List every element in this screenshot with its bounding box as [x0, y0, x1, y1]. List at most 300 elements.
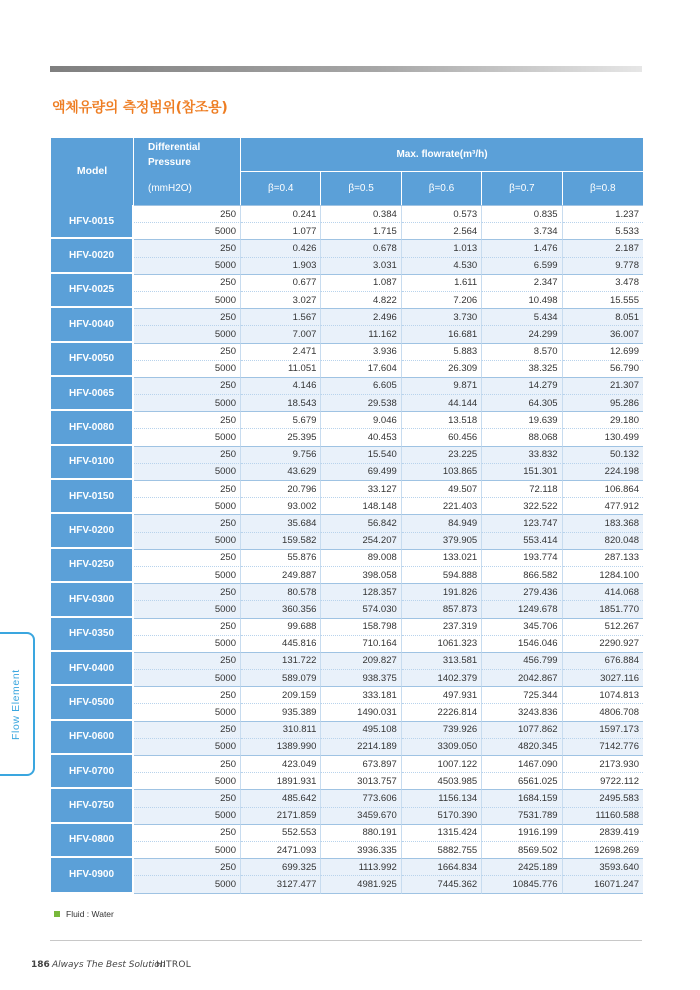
- pressure-cell: 250: [134, 239, 241, 256]
- table-row: [51, 497, 643, 514]
- flowrate-cell: 1.611: [402, 274, 482, 291]
- flowrate-cell: 4.146: [241, 377, 321, 394]
- flowrate-cell: 93.002: [241, 497, 321, 514]
- flowrate-cell: 158.798: [321, 618, 401, 635]
- pressure-cell: 250: [134, 411, 241, 428]
- flowrate-cell: 4806.708: [563, 703, 643, 720]
- flowrate-cell: 398.058: [321, 566, 401, 583]
- flowrate-cell: 1851.770: [563, 600, 643, 617]
- flowrate-cell: 183.368: [563, 514, 643, 531]
- flowrate-cell: 56.790: [563, 360, 643, 377]
- flowrate-cell: 4.822: [321, 291, 401, 308]
- flowrate-cell: 820.048: [563, 532, 643, 549]
- model-cell: HFV-0200: [51, 514, 134, 548]
- flowrate-cell: 56.842: [321, 514, 401, 531]
- table-row: [51, 721, 643, 738]
- pressure-cell: 5000: [134, 566, 241, 583]
- flowrate-cell: 7.007: [241, 325, 321, 342]
- table-row: [51, 772, 643, 789]
- pressure-cell: 250: [134, 514, 241, 531]
- table-row: [51, 343, 643, 360]
- pressure-cell: 250: [134, 789, 241, 806]
- flowrate-cell: 69.499: [321, 463, 401, 480]
- table-row: [51, 428, 643, 445]
- flowrate-cell: 773.606: [321, 789, 401, 806]
- flowrate-cell: 310.811: [241, 721, 321, 738]
- model-cell: HFV-0080: [51, 411, 134, 445]
- flowrate-cell: 3013.757: [321, 772, 401, 789]
- table-row: [51, 618, 643, 635]
- flowrate-cell: 345.706: [482, 618, 562, 635]
- flowrate-cell: 0.426: [241, 239, 321, 256]
- flowrate-cell: 103.865: [402, 463, 482, 480]
- table-row: [51, 325, 643, 342]
- flowrate-cell: 1916.199: [482, 824, 562, 841]
- flowrate-cell: 99.688: [241, 618, 321, 635]
- flowrate-cell: 11.051: [241, 360, 321, 377]
- flowrate-cell: 35.684: [241, 514, 321, 531]
- table-row: [51, 394, 643, 411]
- section-title: 액체유량의 측정범위(참조용): [52, 100, 228, 116]
- flowrate-cell: 1.077: [241, 222, 321, 239]
- flowrate-cell: 497.931: [402, 686, 482, 703]
- flowrate-cell: 5.679: [241, 411, 321, 428]
- model-cell: HFV-0900: [51, 858, 134, 893]
- flowrate-cell: 333.181: [321, 686, 401, 703]
- flowrate-cell: 1.903: [241, 257, 321, 274]
- flowrate-cell: 4.530: [402, 257, 482, 274]
- flowrate-cell: 14.279: [482, 377, 562, 394]
- model-cell: HFV-0300: [51, 583, 134, 617]
- flowrate-cell: 1061.323: [402, 635, 482, 652]
- flowrate-cell: 2839.419: [563, 824, 643, 841]
- pressure-cell: 5000: [134, 669, 241, 686]
- flowrate-cell: 360.356: [241, 600, 321, 617]
- pressure-cell: 5000: [134, 291, 241, 308]
- table-row: [51, 652, 643, 669]
- pressure-cell: 250: [134, 652, 241, 669]
- side-tab-label: Flow Element: [10, 669, 22, 741]
- flowrate-cell: 589.079: [241, 669, 321, 686]
- pressure-cell: 5000: [134, 772, 241, 789]
- flowrate-cell: 495.108: [321, 721, 401, 738]
- table-row: [51, 824, 643, 841]
- model-cell: HFV-0800: [51, 824, 134, 858]
- pressure-cell: 5000: [134, 497, 241, 514]
- flowrate-cell: 72.118: [482, 480, 562, 497]
- beta-header: β=0.7: [482, 172, 562, 205]
- table-row: [51, 480, 643, 497]
- model-cell: HFV-0040: [51, 308, 134, 342]
- flowrate-cell: 20.796: [241, 480, 321, 497]
- model-cell: HFV-0250: [51, 549, 134, 583]
- flowrate-cell: 133.021: [402, 549, 482, 566]
- flowrate-cell: 5882.755: [402, 841, 482, 858]
- flowrate-cell: 1597.173: [563, 721, 643, 738]
- pressure-cell: 250: [134, 549, 241, 566]
- flowrate-cell: 594.888: [402, 566, 482, 583]
- flowrate-cell: 2.471: [241, 343, 321, 360]
- flowrate-cell: 50.132: [563, 446, 643, 463]
- table-row: [51, 686, 643, 703]
- table-row: [51, 566, 643, 583]
- flowrate-cell: 1402.379: [402, 669, 482, 686]
- flowrate-cell: 1546.046: [482, 635, 562, 652]
- flowrate-cell: 866.582: [482, 566, 562, 583]
- flowrate-cell: 88.068: [482, 428, 562, 445]
- fluid-note-text: Fluid : Water: [66, 909, 114, 919]
- model-cell: HFV-0015: [51, 205, 134, 239]
- pressure-cell: 250: [134, 446, 241, 463]
- flowrate-cell: 43.629: [241, 463, 321, 480]
- flowrate-cell: 40.453: [321, 428, 401, 445]
- flowrate-cell: 55.876: [241, 549, 321, 566]
- flowrate-cell: 1074.813: [563, 686, 643, 703]
- flowrate-cell: 237.319: [402, 618, 482, 635]
- model-cell: HFV-0600: [51, 721, 134, 755]
- flowrate-cell: 7142.776: [563, 738, 643, 755]
- flowrate-cell: 3.936: [321, 343, 401, 360]
- flowrate-cell: 880.191: [321, 824, 401, 841]
- footer-brand: HITROL: [156, 960, 192, 970]
- flowrate-cell: 25.395: [241, 428, 321, 445]
- flowrate-cell: 2.187: [563, 239, 643, 256]
- flowrate-cell: 6561.025: [482, 772, 562, 789]
- pressure-cell: 250: [134, 205, 241, 222]
- flowrate-cell: 4820.345: [482, 738, 562, 755]
- flowrate-cell: 3593.640: [563, 858, 643, 875]
- flowrate-cell: 16.681: [402, 325, 482, 342]
- pressure-cell: 250: [134, 755, 241, 772]
- pressure-cell: 250: [134, 308, 241, 325]
- flowrate-cell: 8.051: [563, 308, 643, 325]
- model-cell: HFV-0020: [51, 239, 134, 273]
- flowrate-cell: 95.286: [563, 394, 643, 411]
- flowrate-cell: 279.436: [482, 583, 562, 600]
- flowrate-cell: 24.299: [482, 325, 562, 342]
- model-cell: HFV-0400: [51, 652, 134, 686]
- flowrate-cell: 89.008: [321, 549, 401, 566]
- flowrate-cell: 80.578: [241, 583, 321, 600]
- flowrate-cell: 5.533: [563, 222, 643, 239]
- page-number: 186: [31, 960, 50, 970]
- flowrate-cell: 3.730: [402, 308, 482, 325]
- table-row: [51, 875, 643, 893]
- table-row: [51, 583, 643, 600]
- flowrate-cell: 1284.100: [563, 566, 643, 583]
- pressure-cell: 250: [134, 858, 241, 875]
- flowrate-cell: 725.344: [482, 686, 562, 703]
- flowrate-cell: 64.305: [482, 394, 562, 411]
- flowrate-cell: 287.133: [563, 549, 643, 566]
- flowrate-cell: 423.049: [241, 755, 321, 772]
- table-row: [51, 514, 643, 531]
- flowrate-cell: 322.522: [482, 497, 562, 514]
- flowrate-cell: 33.127: [321, 480, 401, 497]
- flowrate-cell: 574.030: [321, 600, 401, 617]
- flowrate-cell: 159.582: [241, 532, 321, 549]
- flowrate-cell: 130.499: [563, 428, 643, 445]
- flowrate-cell: 938.375: [321, 669, 401, 686]
- pressure-cell: 5000: [134, 807, 241, 824]
- table-row: [51, 549, 643, 566]
- flowrate-cell: 1.237: [563, 205, 643, 222]
- flowrate-cell: 12.699: [563, 343, 643, 360]
- table-row: [51, 703, 643, 720]
- flowrate-cell: 4503.985: [402, 772, 482, 789]
- flowrate-cell: 3309.050: [402, 738, 482, 755]
- flowrate-cell: 1.715: [321, 222, 401, 239]
- table-row: [51, 377, 643, 394]
- flowrate-cell: 1249.678: [482, 600, 562, 617]
- flowrate-cell: 6.605: [321, 377, 401, 394]
- flowrate-cell: 2495.583: [563, 789, 643, 806]
- flowrate-cell: 1113.992: [321, 858, 401, 875]
- flowrate-cell: 17.604: [321, 360, 401, 377]
- flowrate-cell: 26.309: [402, 360, 482, 377]
- max-flowrate-header: Max. flowrate(m³/h): [241, 138, 643, 172]
- flowrate-cell: 193.774: [482, 549, 562, 566]
- pressure-cell: 250: [134, 686, 241, 703]
- flowrate-cell: 4981.925: [321, 875, 401, 893]
- flowrate-cell: 44.144: [402, 394, 482, 411]
- flowrate-cell: 1156.134: [402, 789, 482, 806]
- table-row: [51, 274, 643, 291]
- footer-tagline: Always The Best Solution: [52, 960, 166, 970]
- model-cell: HFV-0150: [51, 480, 134, 514]
- pressure-cell: 5000: [134, 222, 241, 239]
- flowrate-cell: 456.799: [482, 652, 562, 669]
- flowrate-table: [51, 138, 643, 894]
- flowrate-cell: 33.832: [482, 446, 562, 463]
- flowrate-cell: 84.949: [402, 514, 482, 531]
- table-row: [51, 411, 643, 428]
- flowrate-cell: 11160.588: [563, 807, 643, 824]
- flowrate-cell: 379.905: [402, 532, 482, 549]
- table-row: [51, 789, 643, 806]
- flowrate-cell: 254.207: [321, 532, 401, 549]
- flowrate-cell: 5.434: [482, 308, 562, 325]
- flowrate-cell: 249.887: [241, 566, 321, 583]
- flowrate-cell: 148.148: [321, 497, 401, 514]
- flowrate-cell: 106.864: [563, 480, 643, 497]
- flowrate-cell: 2214.189: [321, 738, 401, 755]
- model-cell: HFV-0100: [51, 446, 134, 480]
- table-row: [51, 360, 643, 377]
- pressure-cell: 5000: [134, 463, 241, 480]
- flowrate-cell: 128.357: [321, 583, 401, 600]
- flowrate-cell: 2226.814: [402, 703, 482, 720]
- beta-header: β=0.4: [241, 172, 321, 205]
- flowrate-cell: 9.778: [563, 257, 643, 274]
- pressure-cell: 5000: [134, 257, 241, 274]
- flowrate-cell: 1.087: [321, 274, 401, 291]
- pressure-cell: 250: [134, 618, 241, 635]
- pressure-cell: 250: [134, 274, 241, 291]
- flowrate-cell: 18.543: [241, 394, 321, 411]
- flowrate-cell: 3.734: [482, 222, 562, 239]
- flowrate-cell: 9.046: [321, 411, 401, 428]
- model-cell: HFV-0350: [51, 618, 134, 652]
- flowrate-cell: 485.642: [241, 789, 321, 806]
- pressure-cell: 5000: [134, 738, 241, 755]
- flowrate-cell: 512.267: [563, 618, 643, 635]
- flowrate-cell: 0.835: [482, 205, 562, 222]
- flowrate-cell: 2.496: [321, 308, 401, 325]
- pressure-cell: 5000: [134, 325, 241, 342]
- flowrate-cell: 1077.862: [482, 721, 562, 738]
- flowrate-cell: 49.507: [402, 480, 482, 497]
- pressure-cell: 5000: [134, 600, 241, 617]
- pressure-cell: 5000: [134, 428, 241, 445]
- flowrate-cell: 36.007: [563, 325, 643, 342]
- pressure-cell: 5000: [134, 532, 241, 549]
- model-cell: HFV-0750: [51, 789, 134, 823]
- table-row: [51, 600, 643, 617]
- model-cell: HFV-0500: [51, 686, 134, 720]
- flowrate-cell: 1.476: [482, 239, 562, 256]
- flowrate-cell: 9.871: [402, 377, 482, 394]
- flowrate-cell: 935.389: [241, 703, 321, 720]
- flowrate-cell: 123.747: [482, 514, 562, 531]
- flowrate-cell: 676.884: [563, 652, 643, 669]
- table-row: [51, 669, 643, 686]
- model-cell: HFV-0700: [51, 755, 134, 789]
- dp-header: Differential Pressure: [134, 138, 241, 172]
- pressure-cell: 250: [134, 343, 241, 360]
- flowrate-cell: 7.206: [402, 291, 482, 308]
- flowrate-cell: 10845.776: [482, 875, 562, 893]
- flowrate-cell: 15.540: [321, 446, 401, 463]
- flowrate-cell: 3459.670: [321, 807, 401, 824]
- flowrate-cell: 19.639: [482, 411, 562, 428]
- flowrate-cell: 1684.159: [482, 789, 562, 806]
- flowrate-cell: 553.414: [482, 532, 562, 549]
- flowrate-cell: 3243.836: [482, 703, 562, 720]
- flowrate-cell: 1389.990: [241, 738, 321, 755]
- pressure-cell: 5000: [134, 360, 241, 377]
- table-row: [51, 446, 643, 463]
- table-row: [51, 463, 643, 480]
- flowrate-cell: 191.826: [402, 583, 482, 600]
- flowrate-cell: 2.564: [402, 222, 482, 239]
- flowrate-cell: 0.678: [321, 239, 401, 256]
- flowrate-cell: 23.225: [402, 446, 482, 463]
- model-cell: HFV-0050: [51, 343, 134, 377]
- fluid-note: [54, 909, 114, 919]
- flowrate-cell: 7445.362: [402, 875, 482, 893]
- table-row: [51, 239, 643, 256]
- flowrate-cell: 1467.090: [482, 755, 562, 772]
- flowrate-cell: 857.873: [402, 600, 482, 617]
- flowrate-cell: 2425.189: [482, 858, 562, 875]
- flowrate-cell: 3.027: [241, 291, 321, 308]
- flowrate-cell: 9.756: [241, 446, 321, 463]
- flowrate-cell: 0.241: [241, 205, 321, 222]
- flowrate-cell: 131.722: [241, 652, 321, 669]
- flowrate-cell: 221.403: [402, 497, 482, 514]
- table-row: [51, 841, 643, 858]
- bullet-square-icon: [54, 911, 60, 917]
- flowrate-cell: 3.031: [321, 257, 401, 274]
- flowrate-cell: 2.347: [482, 274, 562, 291]
- flowrate-cell: 16071.247: [563, 875, 643, 893]
- flowrate-cell: 10.498: [482, 291, 562, 308]
- flowrate-cell: 9722.112: [563, 772, 643, 789]
- beta-header: β=0.5: [321, 172, 401, 205]
- flowrate-cell: 29.538: [321, 394, 401, 411]
- table-row: [51, 532, 643, 549]
- flowrate-cell: 11.162: [321, 325, 401, 342]
- flowrate-cell: 3127.477: [241, 875, 321, 893]
- flowrate-cell: 3.478: [563, 274, 643, 291]
- flowrate-cell: 29.180: [563, 411, 643, 428]
- flowrate-cell: 7531.789: [482, 807, 562, 824]
- flowrate-cell: 5170.390: [402, 807, 482, 824]
- pressure-cell: 5000: [134, 703, 241, 720]
- pressure-cell: 250: [134, 377, 241, 394]
- flowrate-cell: 414.068: [563, 583, 643, 600]
- footer-divider: [50, 940, 642, 941]
- flowrate-cell: 2042.867: [482, 669, 562, 686]
- pressure-cell: 5000: [134, 394, 241, 411]
- flowrate-cell: 552.553: [241, 824, 321, 841]
- top-decor-bar: [50, 66, 642, 72]
- flowrate-cell: 2171.859: [241, 807, 321, 824]
- beta-header: β=0.8: [563, 172, 643, 205]
- flowrate-cell: 2471.093: [241, 841, 321, 858]
- flowrate-cell: 1007.122: [402, 755, 482, 772]
- flowrate-cell: 739.926: [402, 721, 482, 738]
- flowrate-cell: 0.384: [321, 205, 401, 222]
- flowrate-cell: 673.897: [321, 755, 401, 772]
- table-row: [51, 222, 643, 239]
- flowrate-cell: 60.456: [402, 428, 482, 445]
- flowrate-cell: 1.567: [241, 308, 321, 325]
- pressure-cell: 5000: [134, 841, 241, 858]
- flowrate-cell: 21.307: [563, 377, 643, 394]
- table-row: [51, 308, 643, 325]
- flowrate-cell: 5.883: [402, 343, 482, 360]
- units-header: (mmH2O): [134, 172, 241, 205]
- table-row: [51, 257, 643, 274]
- flowrate-cell: 151.301: [482, 463, 562, 480]
- flowrate-cell: 710.164: [321, 635, 401, 652]
- beta-header: β=0.6: [402, 172, 482, 205]
- table-row: [51, 738, 643, 755]
- flowrate-cell: 3027.116: [563, 669, 643, 686]
- flowrate-cell: 1891.931: [241, 772, 321, 789]
- pressure-cell: 250: [134, 583, 241, 600]
- flowrate-cell: 13.518: [402, 411, 482, 428]
- table-row: [51, 291, 643, 308]
- flowrate-cell: 0.677: [241, 274, 321, 291]
- flowrate-cell: 2290.927: [563, 635, 643, 652]
- pressure-cell: 250: [134, 824, 241, 841]
- table-row: [51, 755, 643, 772]
- flowrate-cell: 209.159: [241, 686, 321, 703]
- flowrate-cell: 445.816: [241, 635, 321, 652]
- flowrate-cell: 1.013: [402, 239, 482, 256]
- flowrate-cell: 224.198: [563, 463, 643, 480]
- table-row: [51, 807, 643, 824]
- flowrate-cell: 38.325: [482, 360, 562, 377]
- flowrate-cell: 1664.834: [402, 858, 482, 875]
- table-row: [51, 205, 643, 222]
- flowrate-cell: 477.912: [563, 497, 643, 514]
- table-row: [51, 635, 643, 652]
- pressure-cell: 250: [134, 480, 241, 497]
